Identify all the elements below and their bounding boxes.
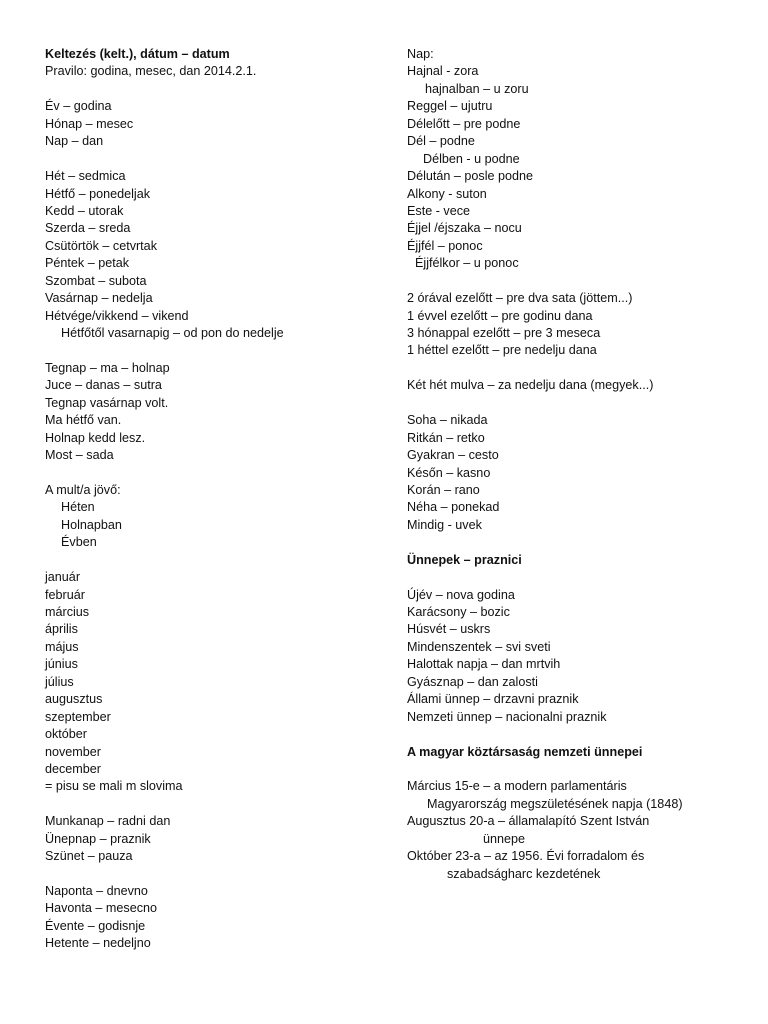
date-rule: Pravilo: godina, mesec, dan 2014.2.1. — [45, 64, 257, 79]
adverb-line: Korán – rano — [407, 482, 480, 497]
holiday-line: Mindenszentek – svi sveti — [407, 639, 551, 654]
holiday-line: Húsvét – uskrs — [407, 622, 491, 637]
day-part-line: Hajnal - zora — [407, 64, 479, 79]
holiday-line: Karácsony – bozic — [407, 605, 510, 619]
day-line: Ma hétfő van. — [45, 413, 122, 428]
day-line: Holnap kedd lesz. — [45, 430, 146, 445]
right-column — [407, 46, 747, 883]
holiday-line: Nemzeti ünnep – nacionalni praznik — [407, 709, 607, 724]
holiday-line: Újév – nova godina — [407, 587, 515, 602]
ago-line: 2 órával ezelőtt – pre dva sata (jöttem...) — [407, 291, 633, 306]
adverb-line: Későn – kasno — [407, 465, 491, 480]
month-line: június — [45, 657, 78, 672]
later-line: Két hét mulva – za nedelju dana (megyek...) — [407, 378, 654, 393]
month-line: július — [45, 674, 74, 689]
ago-line: 1 évvel ezelőtt – pre godinu dana — [407, 308, 593, 323]
day-line: Tegnap vasárnap volt. — [45, 395, 169, 410]
national-holiday-line: ünnepe — [483, 831, 526, 846]
month-line: március — [45, 605, 90, 619]
adverb-line: Ritkán – retko — [407, 430, 485, 445]
day-part-line: Este - vece — [407, 203, 470, 218]
past-future-title: A mult/a jövő: — [45, 482, 121, 497]
week-line: Vasárnap – nedelja — [45, 291, 153, 306]
week-line: Kedd – utorak — [45, 203, 124, 218]
unit-line: Hónap – mesec — [45, 116, 134, 131]
adverb-line: Néha – ponekad — [407, 500, 500, 515]
work-line: Ünepnap – praznik — [45, 831, 151, 846]
month-line: november — [45, 744, 102, 759]
month-line: január — [45, 570, 81, 585]
day-part-line: Alkony - suton — [407, 186, 487, 201]
week-line: Hétfő – ponedeljak — [45, 186, 151, 201]
day-part-line: Délben - u podne — [423, 151, 520, 166]
holiday-line: Halottak napja – dan mrtvih — [407, 657, 561, 672]
day-parts-title: Nap: — [407, 47, 434, 61]
holidays-title: Ünnepek – praznici — [407, 552, 522, 567]
week-line: Hét – sedmica — [45, 169, 126, 184]
day-part-line: Éjjfél – ponoc — [407, 238, 483, 253]
week-line: Szerda – sreda — [45, 221, 131, 236]
day-part-line: Reggel – ujutru — [407, 99, 493, 114]
national-holiday-line: szabadságharc kezdetének — [447, 866, 601, 881]
month-line: szeptember — [45, 709, 111, 724]
month-line: április — [45, 622, 78, 637]
week-line: Péntek – petak — [45, 256, 130, 271]
holiday-line: Állami ünnep – drzavni praznik — [407, 692, 579, 707]
day-part-line: Délelőtt – pre podne — [407, 116, 521, 131]
national-holiday-line: Magyarország megszületésének napja (1848) — [427, 796, 683, 811]
week-note: Hétfőtől vasarnapig – od pon do nedelje — [61, 326, 284, 340]
unit-line: Nap – dan — [45, 134, 104, 149]
day-part-line: Éjjel /éjszaka – nocu — [407, 221, 522, 236]
national-holidays-title: A magyar köztársaság nemzeti ünnepei — [407, 744, 643, 759]
month-line: október — [45, 727, 88, 742]
adverb-line: Mindig - uvek — [407, 517, 482, 532]
frequency-line: Havonta – mesecno — [45, 901, 158, 916]
section-title-date: Keltezés (kelt.), dátum – datum — [45, 47, 230, 61]
week-line: Szombat – subota — [45, 273, 147, 288]
national-holiday-line: Március 15-e – a modern parlamentáris — [407, 779, 627, 794]
left-column — [45, 46, 375, 953]
day-part-line: Dél – podne — [407, 134, 475, 149]
adverb-line: Gyakran – cesto — [407, 448, 499, 463]
frequency-line: Évente – godisnje — [45, 918, 146, 933]
month-line: február — [45, 587, 85, 602]
day-part-line: Éjjfélkor – u ponoc — [415, 256, 519, 271]
months-note: = pisu se mali m slovima — [45, 779, 183, 794]
week-line: Csütörtök – cetvrtak — [45, 238, 157, 253]
month-line: augusztus — [45, 692, 103, 707]
past-future-item: Héten — [61, 500, 95, 515]
ago-line: 1 héttel ezelőtt – pre nedelju dana — [407, 343, 597, 358]
past-future-item: Évben — [61, 535, 97, 550]
month-line: december — [45, 761, 102, 776]
national-holiday-line: Augusztus 20-a – államalapító Szent István — [407, 814, 650, 829]
national-holiday-line: Október 23-a – az 1956. Évi forradalom és — [407, 849, 645, 864]
day-line: Tegnap – ma – holnap — [45, 360, 170, 375]
day-part-line: Délután – posle podne — [407, 169, 534, 184]
ago-line: 3 hónappal ezelőtt – pre 3 meseca — [407, 326, 601, 340]
frequency-line: Naponta – dnevno — [45, 884, 148, 898]
week-line: Hétvége/vikkend – vikend — [45, 308, 189, 323]
work-line: Szünet – pauza — [45, 849, 133, 864]
past-future-item: Holnapban — [61, 517, 122, 532]
work-line: Munkanap – radni dan — [45, 814, 171, 829]
adverb-line: Soha – nikada — [407, 413, 488, 428]
month-line: május — [45, 639, 79, 654]
day-part-line: hajnalban – u zoru — [425, 81, 529, 96]
unit-line: Év – godina — [45, 99, 112, 114]
holiday-line: Gyásznap – dan zalosti — [407, 674, 538, 689]
day-line: Most – sada — [45, 448, 114, 463]
day-line: Juce – danas – sutra — [45, 378, 162, 393]
frequency-line: Hetente – nedeljno — [45, 936, 151, 951]
